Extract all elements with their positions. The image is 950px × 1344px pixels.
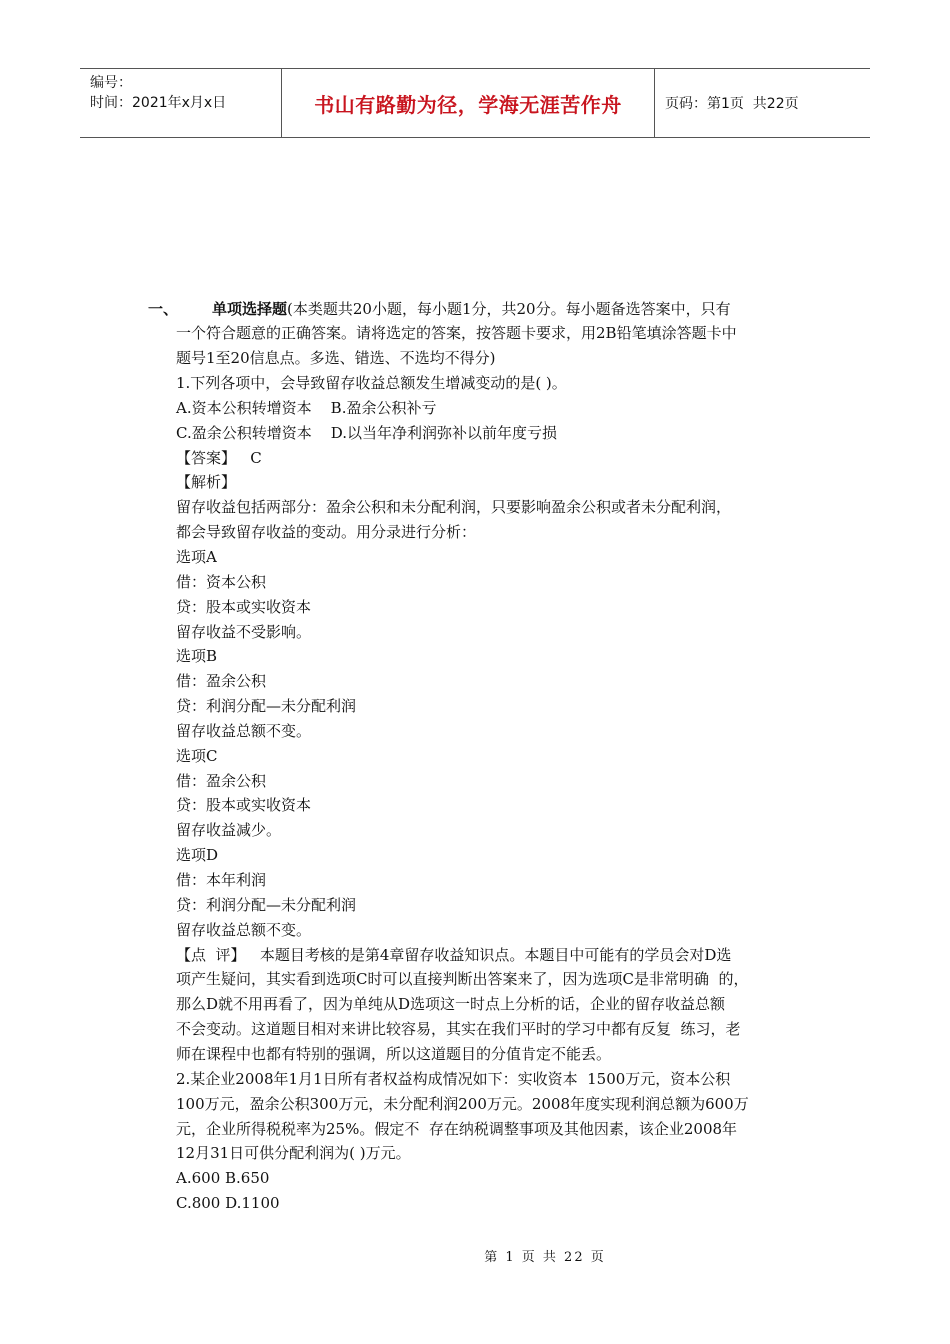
body-line: 贷：利润分配—未分配利润 <box>176 895 357 914</box>
body-line: 【解析】 <box>176 473 237 492</box>
body-line: 师在课程中也都有特别的强调，所以这道题目的分值肯定不能丢。 <box>176 1044 612 1063</box>
page-header <box>80 68 870 138</box>
body-line: 贷：利润分配—未分配利润 <box>176 697 357 716</box>
body-line: 留存收益减少。 <box>176 821 282 840</box>
body-line: 贷：股本或实收资本 <box>176 597 312 616</box>
doc-time-label: 时间：2021年x月x日 <box>90 95 227 111</box>
section-title: 单项选择题 <box>212 300 288 318</box>
body-line: 选项A <box>176 547 217 566</box>
body-line: 1.下列各项中，会导致留存收益总额发生增减变动的是( )。 <box>176 374 567 392</box>
body-line: 选项B <box>176 647 218 666</box>
body-line: 留存收益总额不变。 <box>176 721 312 740</box>
body-line: 100万元，盈余公积300万元，未分配利润200万元。2008年度实现利润总额为600万 <box>176 1094 749 1113</box>
body-line: 都会导致留存收益的变动。用分录进行分析： <box>176 523 477 542</box>
header-page-info: 页码：第1页 共22页 <box>665 96 799 112</box>
header-meta <box>80 69 282 137</box>
section-intro-line: 题号1至20信息点。多选、错选、不选均不得分) <box>176 349 496 367</box>
body-line: A.资本公积转增资本 B.盈余公积补亏 <box>176 398 437 417</box>
body-line: 12月31日可供分配利润为( )万元。 <box>176 1144 411 1163</box>
body-line: 借：资本公积 <box>176 572 267 591</box>
body-line: 留存收益包括两部分：盈余公积和未分配利润，只要影响盈余公积或者未分配利润， <box>176 498 732 517</box>
doc-number-label: 编号： <box>90 75 132 91</box>
section-intro-first: (本类题共20小题，每小题1分，共20分。每小题备选答案中，只有 <box>287 300 731 318</box>
body-line: A.600 B.650 <box>176 1169 270 1188</box>
body-line: 借：盈余公积 <box>176 672 267 691</box>
header-motto: 书山有路勤为径，学海无涯苦作舟 <box>282 69 655 137</box>
body-line: C.800 D.1100 <box>176 1194 280 1213</box>
section-intro-line: 一个符合题意的正确答案。请将选定的答案，按答题卡要求，用2B铅笔填涂答题卡中 <box>176 324 737 342</box>
body-line: 选项D <box>176 846 219 865</box>
body-line: C.盈余公积转增资本 D.以当年净利润弥补以前年度亏损 <box>176 423 558 442</box>
body-line: 贷：股本或实收资本 <box>176 796 312 815</box>
body-line: 那么D就不用再看了，因为单纯从D选项这一时点上分析的话，企业的留存收益总额 <box>176 995 726 1014</box>
body-line: 借：本年利润 <box>176 871 267 889</box>
body-line: 元，企业所得税税率为25%。假定不 存在纳税调整事项及其他因素，该企业2008年 <box>176 1119 738 1138</box>
section-number: 一、 <box>148 300 179 318</box>
page-footer <box>0 1246 950 1265</box>
body-line: 【点 评】 本题目考核的是第4章留存收益知识点。本题目中可能有的学员会对D选 <box>176 945 732 964</box>
body-line: 留存收益总额不变。 <box>176 920 312 939</box>
body-line: 选项C <box>176 746 218 765</box>
body-line: 2.某企业2008年1月1日所有者权益构成情况如下：实收资本 1500万元，资本公积 <box>176 1069 731 1088</box>
body-line: 【答案】 C <box>176 448 262 467</box>
body-line: 项产生疑问，其实看到选项C时可以直接判断出答案来了，因为选项C是非常明确 的， <box>176 970 749 989</box>
footer-page-number: 第 1 页 共 22 页 <box>484 1250 606 1265</box>
body-line: 借：盈余公积 <box>176 771 267 790</box>
body-line: 不会变动。这道题目相对来讲比较容易，其实在我们平时的学习中都有反复 练习，老 <box>176 1020 741 1039</box>
body-line: 留存收益不受影响。 <box>176 622 312 641</box>
section-heading <box>212 298 731 319</box>
